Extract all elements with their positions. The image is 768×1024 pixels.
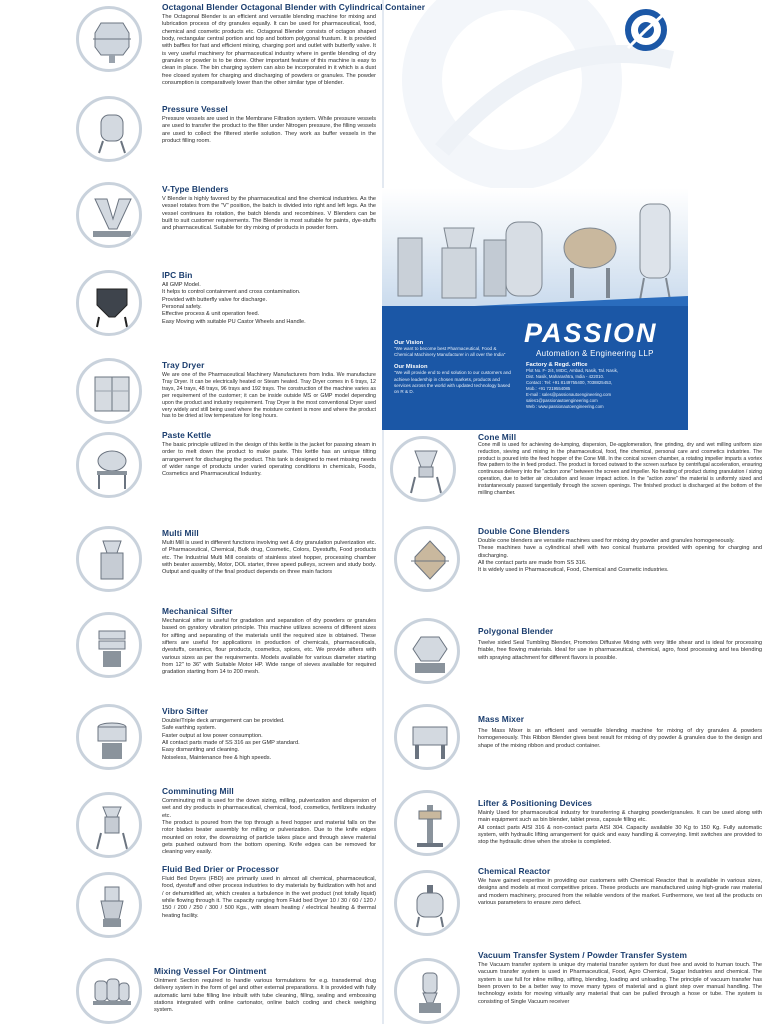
item-title: Chemical Reactor bbox=[478, 866, 551, 876]
product-multi-mill bbox=[76, 524, 380, 600]
product-lifter-positioning bbox=[390, 784, 768, 864]
mixing-vessel-icon bbox=[76, 958, 142, 1024]
item-description: Fluid Bed Dryers (FBD) are primarily used in almost all chemical, pharmaceutical, food, dyestuff and other process industries to dry materials by fluidization with hot and / or dehumidified air, which creates a turbulence in the wet product (not totally liquid) while flowing through it. The capacity ranging from Fluid bed Dryer 10 / 30 / 60 / 120 / 150 / 200 / 250 / 300 / 500 Kgs., with steam heating / electrical heating & thermal heating facility. bbox=[162, 876, 376, 919]
paste-kettle-icon bbox=[76, 432, 142, 498]
product-v-type-blender bbox=[76, 180, 380, 260]
item-description: Ointment Section required to handle various formulations for e.g. transdermal drug delivery system in the form of gel and other external preparations. It is provided with fully automatic lami tube filling line inbuilt with tube cleaning, filling, sealing and embossing stations integrated with online cartonator, online batch coding and check weighing system. bbox=[154, 978, 376, 1014]
cone-mill-icon bbox=[390, 436, 456, 502]
item-title: Octagonal Blender Octagonal Blender with Cylindrical Container bbox=[162, 2, 426, 12]
product-octagonal-blender bbox=[76, 2, 426, 100]
item-title: Lifter & Positioning Devices bbox=[478, 798, 593, 808]
product-vibro-sifter bbox=[76, 702, 380, 778]
vibro-sifter-icon bbox=[76, 704, 142, 770]
office-title: Factory & Regd. office bbox=[526, 362, 588, 368]
tray-dryer-icon bbox=[76, 358, 142, 424]
product-fluid-bed-dryer bbox=[76, 862, 380, 942]
vision-title: Our Vision bbox=[394, 340, 424, 346]
item-description: Cone mill is used for achieving de-lumping, dispersion, De-agglomeration, fine grinding, dry and wet milling uniform size reduction, sieving and mixing in the pharmaceutical, food, fine chemical, personal care and cosmetics industries. The product is poured into the feed hopper of the Cone Mill. In the conical screen chamber, a rotating impeller imparts a vortex flow pattern to the in feed product. The product is forced outward to the screen surface by centrifugal acceleration, ensuring continuous delivery into the "action zone" between the screen and impeller. No heating of product during granulation / sizing operation, due to better air circulation and lesser impact action. In the "action zone" the material is uniformly sized and instantaneously passed tangentially through the screen openings. The finished product is discharged at the bottom of the milling chamber. bbox=[478, 442, 762, 496]
item-title: Paste Kettle bbox=[162, 430, 212, 440]
brand-tagline: Automation & Engineering LLP bbox=[536, 349, 654, 358]
item-title: Tray Dryer bbox=[162, 360, 205, 370]
item-description: The Octagonal Blender is an efficient and versatile blending machine for mixing and lubrication process of dry granules equally. It can be used for pharmaceutical, food, chemical and cosmetic products etc. Octagonal Blender consists of octagon shaped body, rectangular central portion and top and bottom polygonal frustum. It is provided with baffles for fast and efficient mixing, charging port and outlet with butterfly valve. It is very useful machinery for pharmaceutical industry where in gentle blending of dry granules or powder is to be done. Other important feature of this machine is easy to clean in place. The bin charging system can also be incorporated in it which is a dust free closed system for charging and discharging of powders or granules. The powder consumption is comparatively lower than the other similar type of blender. bbox=[162, 14, 376, 87]
item-description: V Blender is highly favored by the pharmaceutical and fine chemical industries. As the vessel rotates from the "V" position, the batch is divided into right and left legs. As the vessel continues its rotation, the batch blends and recombines. V Blenders can be built to suit customer requirements. The Blender is most suitable for paints, dye-stuffs and pharmaceutical. Suitable for dry mixing of products in powder form. bbox=[162, 196, 376, 232]
item-description: Mainly Used for pharmaceutical industry for transferring & charging powder/granules. It can be used along with main equipment such as bin blender, tablet press, capsule filling etc. All contact parts AISI 316 & non-contact parts AISI 304. Capacity available 30 Kg to 150 Kg. Fully automatic system, with hydraulic lifting arrangement for quick and easy handling & conveying. limit switches are provided to stop the hydraulic drive when the stroke is completed. bbox=[478, 810, 762, 846]
mechanical-sifter-icon bbox=[76, 612, 142, 678]
item-description: Pressure vessels are used in the Membrane Filtration system. While pressure vessels are used to transfer the product to the filter under Nitrogen pressure, the filling vessels are used to collect the filtered sterile solution. They work as buffer vessels in the product filling room. bbox=[162, 116, 376, 145]
comminuting-mill-icon bbox=[76, 792, 142, 858]
item-description: We are one of the Pharmaceutical Machinery Manufacturers from India. We manufacture Tray Dryer. It can be electrically heated or Steam heated. Tray Dryer comes in 6 trays, 12 trays, 24 trays, 48 trays, 96 trays and 192 trays. The construction of the machine varies as per requirement of the customer; it can be inside outside MS or GMP model depending upon the product and industry requirement. Tray Dryer is the most conventional Dryer used very widely and still being used where the moisture content is more and where the product has to be dried at low temperature for long hours. bbox=[162, 372, 376, 420]
product-ipc-bin bbox=[76, 266, 380, 346]
item-description: The basic principle utilized in the design of this kettle is the jacket for passing steam in order to melt down the product to make paste. This kettle has an unique tilting arrangement for discharging the product. This tank is designed to meet missing needs of wider range of products under varied operating conditions in chemicals, Foods, Cosmetics and Pharmaceutical Industry. bbox=[162, 442, 376, 478]
vacuum-transfer-icon bbox=[394, 958, 460, 1024]
mission-title: Our Mission bbox=[394, 364, 428, 371]
item-title: V-Type Blenders bbox=[162, 184, 229, 194]
lifter-icon bbox=[394, 790, 460, 856]
item-title: Multi Mill bbox=[162, 528, 199, 538]
item-description: Multi Mill is used in different functions involving wet & dry granulation pulverization etc. of Pharmaceutical, Chemical, Bulk drug, Cosmetic, Colors, Dyestuffs, Food products etc. The Industrial Multi Mill consists of stainless steel hopper, processing chamber with beater assembly, Motor, DOL starter, three speed pulleys, screen and study body. Output and quality of the final product depends on three main factors bbox=[162, 540, 376, 576]
product-paste-kettle bbox=[76, 428, 380, 508]
v-blender-icon bbox=[76, 182, 142, 248]
item-title: Vibro Sifter bbox=[162, 706, 209, 716]
chemical-reactor-icon bbox=[394, 870, 460, 936]
item-title: Pressure Vessel bbox=[162, 104, 228, 114]
product-mass-mixer bbox=[390, 700, 768, 780]
item-title: Mechanical Sifter bbox=[162, 606, 233, 616]
fluid-bed-dryer-icon bbox=[76, 872, 142, 938]
product-mixing-vessel-ointment bbox=[76, 958, 380, 1024]
mass-mixer-icon bbox=[394, 704, 460, 770]
product-cone-mill bbox=[390, 428, 768, 520]
item-title: Cone Mill bbox=[478, 432, 517, 442]
mission-text: "We will provide end to end solution to our customers and achieve leadership in chosen markets, products and services across the world with updated technology based on R & D. bbox=[394, 370, 511, 395]
product-tray-dryer bbox=[76, 354, 380, 428]
right-column bbox=[384, 0, 768, 1024]
multi-mill-icon bbox=[76, 526, 142, 592]
item-title: Polygonal Blender bbox=[478, 626, 554, 636]
item-description: The Mass Mixer is an efficient and versatile blending machine for mixing of dry granules & powders homogeneously. This Ribbon Blender gives best result for mixing of dry powder & granules due to the design and shape of the mixing ribbon and product container. bbox=[478, 728, 762, 749]
item-description: Comminuting mill is used for the down sizing, milling, pulverization and dispersion of wet and dry products in pharmaceutical, chemical, food, cosmetics, fertilizers industry etc. The product is poured from the top through a feed hopper and material falls on the rotor blades beater assembly for milling or pulverization. Due to the knife edges mounted on rotor, the downsizing of particle takes place and through sieve material gets pushed outward from the bottom opening. Knife edges can be removed for cleaning very easily. bbox=[162, 798, 376, 856]
item-description: Double/Triple deck arrangement can be provided. Safe earthing system. Faster output at low power consumption. All contact parts made of SS 316 as per GMP standard. Easy dismantling and cleaning. Noiseless, Maintenance free & high speeds. bbox=[162, 718, 300, 761]
office-address: Plot No. F- 2/4, MIDC, Ambad, Nasik, Tal. Nasik, Dist. Nasik, Maharashtra, India - 422010. Contact : Tel: +91 8149755400, 7038825453, Mob.: +91 7219554085 E-mail : sales@passionautoengineering.com sales1@passionautoengineering.com Web : www.passionautoengineering.com bbox=[526, 368, 619, 409]
item-description: Mechanical sifter is useful for gradation and separation of dry powders or granules based on gyratory vibration principle. This machine utilizes screens of different sizes for sifting and separating of the materials until the required size is obtained. These sifters are useful for applications in production of chemicals, pharmaceuticals, dyestuffs, ceramics, flour products, cosmetics, spices, etc. We provide sifters with various sizes as per the requirements. Models available for various diameter starting from 12" to 36" with Suitable Motor HP. Wide range of sieves available for required gradation starting from 14 to 200 mesh. bbox=[162, 618, 376, 676]
item-title: Mixing Vessel For Ointment bbox=[154, 966, 267, 976]
item-description: We have gained expertise in providing our customers with Chemical Reactor that is available in various sizes, designs and models at most competitive prices. These products are manufactured using high-grade raw material and modern machinery, procured from the reliable vendors of the market. Furthermore, we test all the products on various parameters to ensure zero defect. bbox=[478, 878, 762, 907]
product-double-cone-blender bbox=[390, 522, 768, 594]
product-chemical-reactor bbox=[390, 864, 768, 944]
pressure-vessel-icon bbox=[76, 96, 142, 162]
item-description: All GMP Model. It helps to control containment and cross contamination. Provided with butterfly valve for discharge. Personal safety. Effective process & unit operation feed. Easy Moving with suitable PU Castor Wheels and Handle. bbox=[162, 282, 306, 325]
item-description: Twelve sided Seal Tumbling Blender, Promotes Diffusive Mixing with very little shear and is ideal for processing friable, free flowing materials. Ideal for use in pharmaceutical, chemical, agro, food processing and tea blending with spraying attachment for different flavors is possible. bbox=[478, 640, 762, 661]
item-title: Comminuting Mill bbox=[162, 786, 234, 796]
item-description: The Vacuum transfer system is unique dry material transfer system for dust free and avoid to human touch. The vacuum transfer system is used in Pharmaceutical, Food, Agro Chemical, Sugar Industries and chemical. The system is use full for inline milling, sifting, blending, loading and unloading. The principle of vacuum transfer has been proven to be a better way to move many types of material and a giant step over manual handling. The technology exists for moving virtually any material that can be pulled through a hose or tube. The system is consisting of Single Vacuum receiver bbox=[478, 962, 762, 1005]
item-title: Fluid Bed Drier or Processor bbox=[162, 864, 279, 874]
ipc-bin-icon bbox=[76, 270, 142, 336]
product-mechanical-sifter bbox=[76, 602, 380, 694]
product-pressure-vessel bbox=[76, 92, 380, 172]
product-comminuting-mill bbox=[76, 784, 380, 864]
octagonal-blender-icon bbox=[76, 6, 142, 72]
brand-name: PASSION bbox=[524, 318, 658, 348]
item-title: Mass Mixer bbox=[478, 714, 525, 724]
item-title: Vacuum Transfer System / Powder Transfer System bbox=[478, 950, 688, 960]
polygonal-blender-icon bbox=[394, 618, 460, 684]
vision-text: "We want to become best Pharmaceutical, Food & Chemical Machinery Manufacturer in all over the India" bbox=[394, 346, 506, 358]
product-vacuum-transfer bbox=[390, 948, 768, 1024]
item-description: Double cone blenders are versatile machines used for mixing dry powder and granules homogeneously. These machines have a cylindrical shell with two conical frustums provided with opening for charging and discharging. All the contact parts are made from SS 316. It is widely used in Pharmaceutical, Food, Chemical and Cosmetic industries. bbox=[478, 538, 762, 574]
item-title: IPC Bin bbox=[162, 270, 193, 280]
double-cone-blender-icon bbox=[394, 526, 460, 592]
product-polygonal-blender bbox=[390, 612, 768, 692]
item-title: Double Cone Blenders bbox=[478, 526, 570, 536]
